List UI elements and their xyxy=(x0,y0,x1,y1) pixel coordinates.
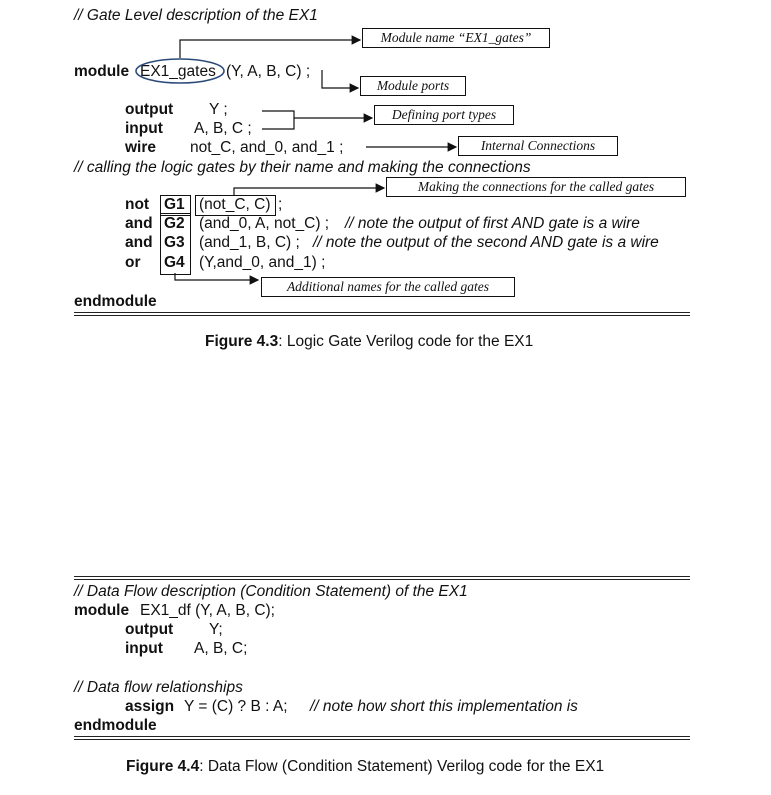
module-name-annotation: Module name “EX1_gates” xyxy=(362,28,550,48)
caption-label: Figure 4.3 xyxy=(205,333,279,350)
port-types-bracket xyxy=(262,111,294,129)
gate-type: not xyxy=(125,196,150,213)
internal-connections-annotation: Internal Connections xyxy=(458,136,618,156)
input-keyword: input xyxy=(125,640,163,657)
gate-args: (Y,and_0, and_1) ; xyxy=(199,254,326,271)
dataflow-comment: // Data flow relationships xyxy=(74,679,243,696)
module-ports-annotation: Module ports xyxy=(360,76,466,96)
gate-name: G4 xyxy=(164,254,185,271)
divider xyxy=(74,739,690,740)
divider xyxy=(74,576,690,577)
module-ports: (Y, A, B, C) ; xyxy=(226,63,311,80)
caption-text: : Data Flow (Condition Statement) Verilog code for the EX1 xyxy=(199,758,605,775)
gate-name: G1 xyxy=(164,196,185,213)
wire-keyword: wire xyxy=(125,139,157,156)
output-value: Y ; xyxy=(209,101,228,118)
gate-name: G2 xyxy=(164,215,185,232)
gate-args: (not_C, C) xyxy=(199,196,271,213)
input-value: A, B, C; xyxy=(194,640,248,657)
module-signature: EX1_df (Y, A, B, C); xyxy=(140,602,275,619)
gate-comment: // note the output of first AND gate is a wire xyxy=(345,215,640,232)
module-name-ellipse xyxy=(136,59,224,83)
figure-caption xyxy=(126,757,604,776)
additional-names-annotation: Additional names for the called gates xyxy=(261,277,515,297)
divider xyxy=(74,315,690,316)
assign-keyword: assign xyxy=(125,698,175,715)
output-value: Y; xyxy=(209,621,223,638)
module-keyword: module xyxy=(74,602,130,619)
header-comment: // Data Flow description (Condition Statement) of the EX1 xyxy=(74,583,468,600)
gate-args: (and_0, A, not_C) ; xyxy=(199,215,330,232)
divider xyxy=(74,312,690,313)
calling-comment: // calling the logic gates by their name and making the connections xyxy=(74,159,531,176)
endmodule-keyword: endmodule xyxy=(74,717,157,734)
assign-expression: Y = (C) ? B : A; xyxy=(184,698,288,715)
figure-caption xyxy=(205,332,533,351)
output-keyword: output xyxy=(125,621,174,638)
divider xyxy=(74,579,690,580)
connections-arrow xyxy=(234,188,384,195)
caption-text: : Logic Gate Verilog code for the EX1 xyxy=(278,333,534,350)
assign-comment: // note how short this implementation is xyxy=(310,698,578,715)
header-comment: // Gate Level description of the EX1 xyxy=(74,7,318,24)
module-ports-arrow xyxy=(322,70,358,88)
connections-annotation: Making the connections for the called gates xyxy=(386,177,686,197)
input-value: A, B, C ; xyxy=(194,120,252,137)
endmodule-keyword: endmodule xyxy=(74,293,157,310)
output-keyword: output xyxy=(125,101,174,118)
gate-type: or xyxy=(125,254,141,271)
module-keyword: module xyxy=(74,63,130,80)
divider xyxy=(74,736,690,737)
additional-arrow xyxy=(175,273,258,280)
module-name-arrow xyxy=(180,40,360,58)
gate-name: G3 xyxy=(164,234,185,251)
wire-value: not_C, and_0, and_1 ; xyxy=(190,139,344,156)
input-keyword: input xyxy=(125,120,163,137)
gate-type: and xyxy=(125,234,153,251)
port-types-annotation: Defining port types xyxy=(374,105,514,125)
gate-comment: // note the output of the second AND gate is a wire xyxy=(313,234,659,251)
gate-end: ; xyxy=(278,196,283,213)
module-name: EX1_gates xyxy=(140,63,216,80)
gate-type: and xyxy=(125,215,153,232)
caption-label: Figure 4.4 xyxy=(126,758,200,775)
gate-args: (and_1, B, C) ; xyxy=(199,234,300,251)
